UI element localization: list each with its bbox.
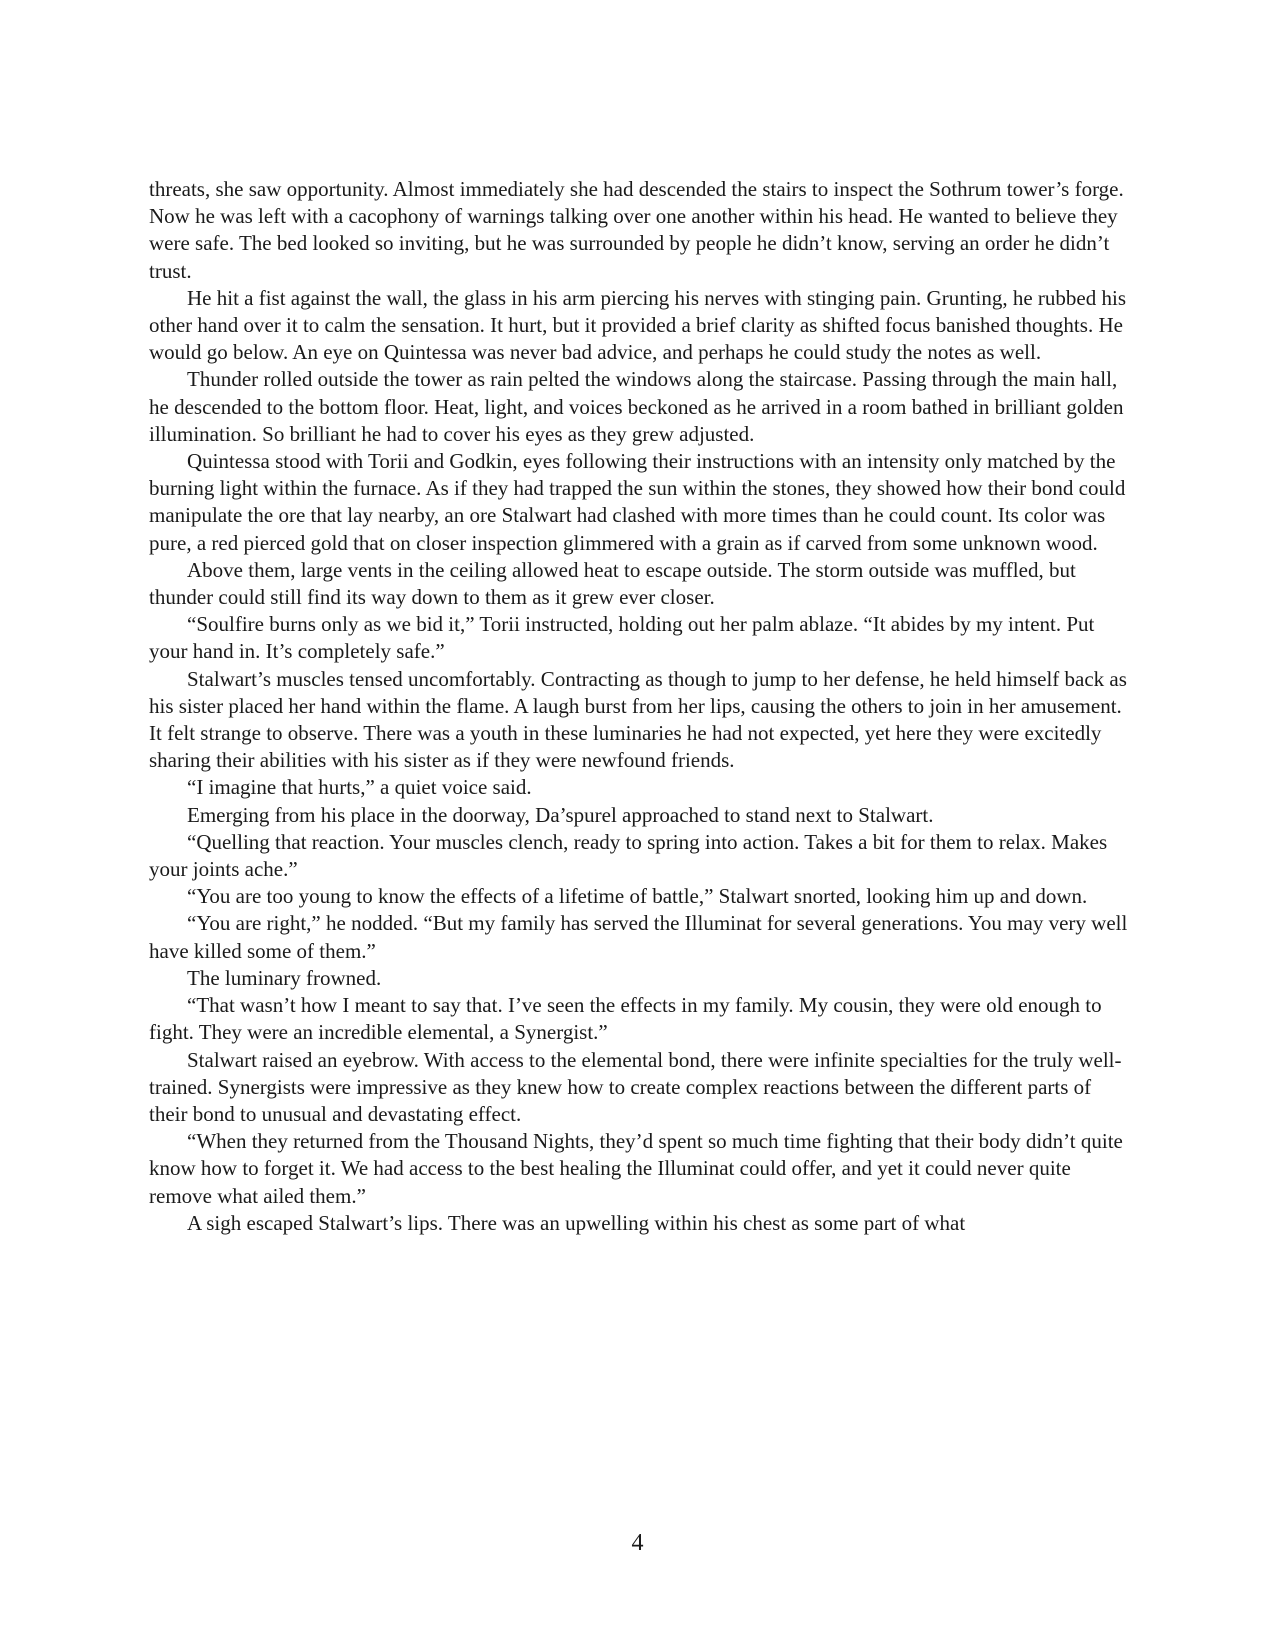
- paragraph: The luminary frowned.: [187, 965, 382, 990]
- body-text: [149, 176, 1129, 1237]
- paragraph: “That wasn’t how I meant to say that. I’ve seen the effects in my family. My cousin, they were old enough to fight. They were an incredible elemental, a Synergist.”: [149, 993, 1102, 1045]
- paragraph: “Soulfire burns only as we bid it,” Torii instructed, holding out her palm ablaze. “It abides by my intent. Put your hand in. It’s completely safe.”: [149, 612, 1095, 664]
- paragraph: Emerging from his place in the doorway, Da’spurel approached to stand next to Stalwart.: [187, 802, 934, 827]
- paragraph: “You are too young to know the effects of a lifetime of battle,” Stalwart snorted, looking him up and down.: [187, 884, 1088, 909]
- paragraph: Quintessa stood with Torii and Godkin, eyes following their instructions with an intensity only matched by the burning light within the furnace. As if they had trapped the sun within the stones, they showed how their bond could manipulate the ore that lay nearby, an ore Stalwart had clashed with more times than he could count. Its color was pure, a red pierced gold that on closer inspection glimmered with a grain as if carved from some unknown wood.: [149, 449, 1126, 555]
- paragraph: “When they returned from the Thousand Nights, they’d spent so much time fighting that their body didn’t quite know how to forget it. We had access to the best healing the Illuminat could offer, and yet it could never quite remove what ailed them.”: [149, 1129, 1123, 1208]
- paragraph: A sigh escaped Stalwart’s lips. There was an upwelling within his chest as some part of what: [187, 1210, 966, 1235]
- paragraph: Thunder rolled outside the tower as rain pelted the windows along the staircase. Passing through the main hall, he descended to the bottom floor. Heat, light, and voices beckoned as he arrived in a room bathed in brilliant golden illumination. So brilliant he had to cover his eyes as they grew adjusted.: [149, 367, 1124, 446]
- paragraph: Above them, large vents in the ceiling allowed heat to escape outside. The storm outside was muffled, but thunder could still find its way down to them as it grew ever closer.: [149, 557, 1076, 610]
- paragraph: Stalwart raised an eyebrow. With access to the elemental bond, there were infinite specialties for the truly well-trained. Synergists were impressive as they knew how to create complex reactions between the different parts of their bond to unusual and devastating effect.: [149, 1047, 1122, 1126]
- paragraph: He hit a fist against the wall, the glass in his arm piercing his nerves with stinging pain. Grunting, he rubbed his other hand over it to calm the sensation. It hurt, but it provided a brief clarity as shifted focus banished thoughts. He would go below. An eye on Quintessa was never bad advice, and perhaps he could study the notes as well.: [149, 285, 1127, 365]
- page-number: 4: [631, 1530, 644, 1556]
- paragraph: “You are right,” he nodded. “But my family has served the Illuminat for several generations. You may very well have killed some of them.”: [149, 911, 1128, 963]
- paragraph: “Quelling that reaction. Your muscles clench, ready to spring into action. Takes a bit for them to relax. Makes your joints ache.”: [149, 829, 1108, 882]
- paragraph: “I imagine that hurts,” a quiet voice said.: [187, 775, 532, 800]
- paragraph: Stalwart’s muscles tensed uncomfortably. Contracting as though to jump to her defense, he held himself back as his sister placed her hand within the flame. A laugh burst from her lips, causing the others to join in her amusement. It felt strange to observe. There was a youth in these luminaries he had not expected, yet here they were excitedly sharing their abilities with his sister as if they were newfound friends.: [149, 666, 1127, 773]
- paragraph: threats, she saw opportunity. Almost immediately she had descended the stairs to inspect the Sothrum tower’s forge. Now he was left with a cacophony of warnings talking over one another within his head. He wanted to believe they were safe. The bed looked so inviting, but he was surrounded by people he didn’t know, serving an order he didn’t trust.: [149, 177, 1124, 283]
